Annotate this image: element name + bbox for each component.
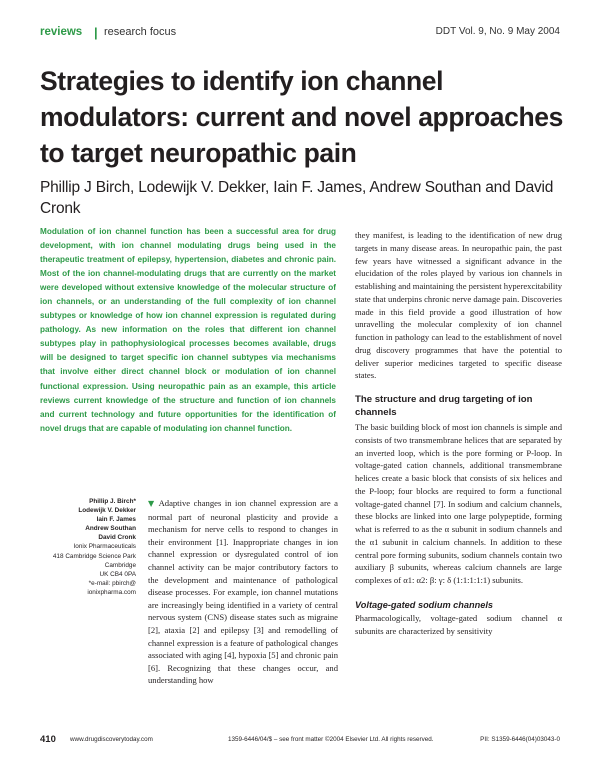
- affiliation-line: UK CB4 0PA: [99, 570, 136, 578]
- abstract: Modulation of ion channel function has been a successful area for drug development, with ion channel modulating drugs being used in the therapeutic treatment of epilepsy, hypertension, diabetes and chronic pain. Most of the ion channel-modulating drugs that are currently on the market were developed without extensive knowledge of the molecular structure of ion channels, or an understanding of the full complexity of ion channel subtypes or knowledge of how ion channel expression is regulated during pathology. As new information on the roles that different ion channel subtypes play in pathophysiological processes becomes available, drugs will be designed to target specific ion channel subtypes via mechanisms that involve either direct channel block or modulation of ion channel functional expression. Using neuropathic pain as an example, this article reviews current knowledge of the structure and function of ion channels and current technology and future opportunities for the identification of novel drugs that are capable of modulating ion channel function.: [40, 227, 336, 433]
- running-header: [40, 26, 560, 40]
- sodium-channel-paragraph: Pharmacologically, voltage-gated sodium channel α subunits are characterized by sensitivity: [355, 613, 562, 636]
- contact-email: *e-mail: pbirch@: [88, 579, 136, 587]
- body-column-right: [355, 229, 562, 638]
- author-affiliation: [40, 497, 136, 597]
- body-column-left: [148, 497, 338, 687]
- journal-url-link[interactable]: www.drugdiscoverytoday.com: [70, 736, 153, 743]
- section-label: reviews: [40, 26, 83, 38]
- journal-citation: DDT Vol. 9, No. 9 May 2004: [435, 26, 560, 37]
- page-footer: [40, 736, 560, 748]
- intro-paragraph: [148, 497, 338, 687]
- affiliation-line: 418 Cambridge Science Park: [52, 552, 136, 560]
- structure-paragraph: The basic building block of most ion channels is simple and consists of two transmembrane helices that are separated by an inverted loop, which is the pore forming or P-loop. In voltage-gated cation channels, additional transmembrane helices create a basic block that consists of six helices and the P-loop; four blocks are required to form a functional voltage-gated channel [7]. In sodium and calcium channels, these blocks are linked into one large polypeptide, forming what is referred to as the α subunit in sodium channels and the α1 subunit in calcium channels. In addition to these central pore forming subunits, sodium channels contain two auxiliary β subunits, whereas calcium channels are large complexes of α1: α2: β: γ: δ (1:1:1:1:1) subunits.: [355, 422, 562, 585]
- copyright-notice: 1359-6446/04/$ – see front matter ©2004 Elsevier Ltd. All rights reserved.: [228, 736, 434, 743]
- contact-email-domain: ionixpharma.com: [87, 588, 136, 596]
- section-heading: The structure and drug targeting of ion channels: [355, 394, 533, 418]
- article-authors: Phillip J Birch, Lodewijk V. Dekker, Iain F. James, Andrew Southan and David Cronk: [40, 179, 554, 217]
- affiliation-name: David Cronk: [98, 534, 136, 542]
- article-title: Strategies to identify ion channel modulators: current and novel approaches to target neuropathic pain: [40, 66, 563, 168]
- affiliation-name: Andrew Southan: [85, 525, 136, 533]
- intro-continued-paragraph: they manifest, is leading to the identification of new drug targets in many disease areas. In neuropathic pain, the past few years have witnessed a significant advance in the elucidation of the roles played by various ion channels in establishing and maintaining the persistent hyperexcitability state that underpins chronic nerve damage pain. Discoveries made in this field provide a good illustration of how unravelling the molecular complexity of ion channel function in pathology can lead to the establishment of novel drug discovery programmes that have the potential to deliver superior medicines targeted to specific disease states.: [355, 230, 562, 381]
- affiliation-line: Cambridge: [104, 561, 136, 569]
- affiliation-line: Ionix Pharmaceuticals: [73, 543, 136, 551]
- affiliation-name: Lodewijk V. Dekker: [78, 507, 136, 515]
- page-number: 410: [40, 734, 56, 745]
- pii-identifier: PII: S1359-6446(04)03043-0: [480, 736, 560, 743]
- header-separator: |: [94, 25, 98, 40]
- affiliation-name: Iain F. James: [96, 516, 136, 524]
- subsection-heading: Voltage-gated sodium channels: [355, 599, 494, 610]
- triangle-bullet-icon: ▼: [148, 499, 156, 508]
- intro-text: Adaptive changes in ion channel expression are a normal part of neuronal plasticity and provide a mechanism for nerve cells to respond to changes in their environment [1]. Inappropriate changes in ion channel expression or dysregulated control of ion channel activity can be major contributory factors to the development and maintenance of pathological disease processes. For example, ion channel mutations are increasingly being identified in a variety of central nervous system (CNS) disease states such as migraine [2], ataxia [2] and epilepsy [3] and remodelling of channel expression is a feature of pathological changes associated with aging [4], hypoxia [5] and chronic pain [6]. Recognizing that these changes occur, and understanding how: [148, 498, 339, 686]
- subsection-label: research focus: [104, 26, 177, 38]
- affiliation-name: Phillip J. Birch*: [89, 498, 136, 505]
